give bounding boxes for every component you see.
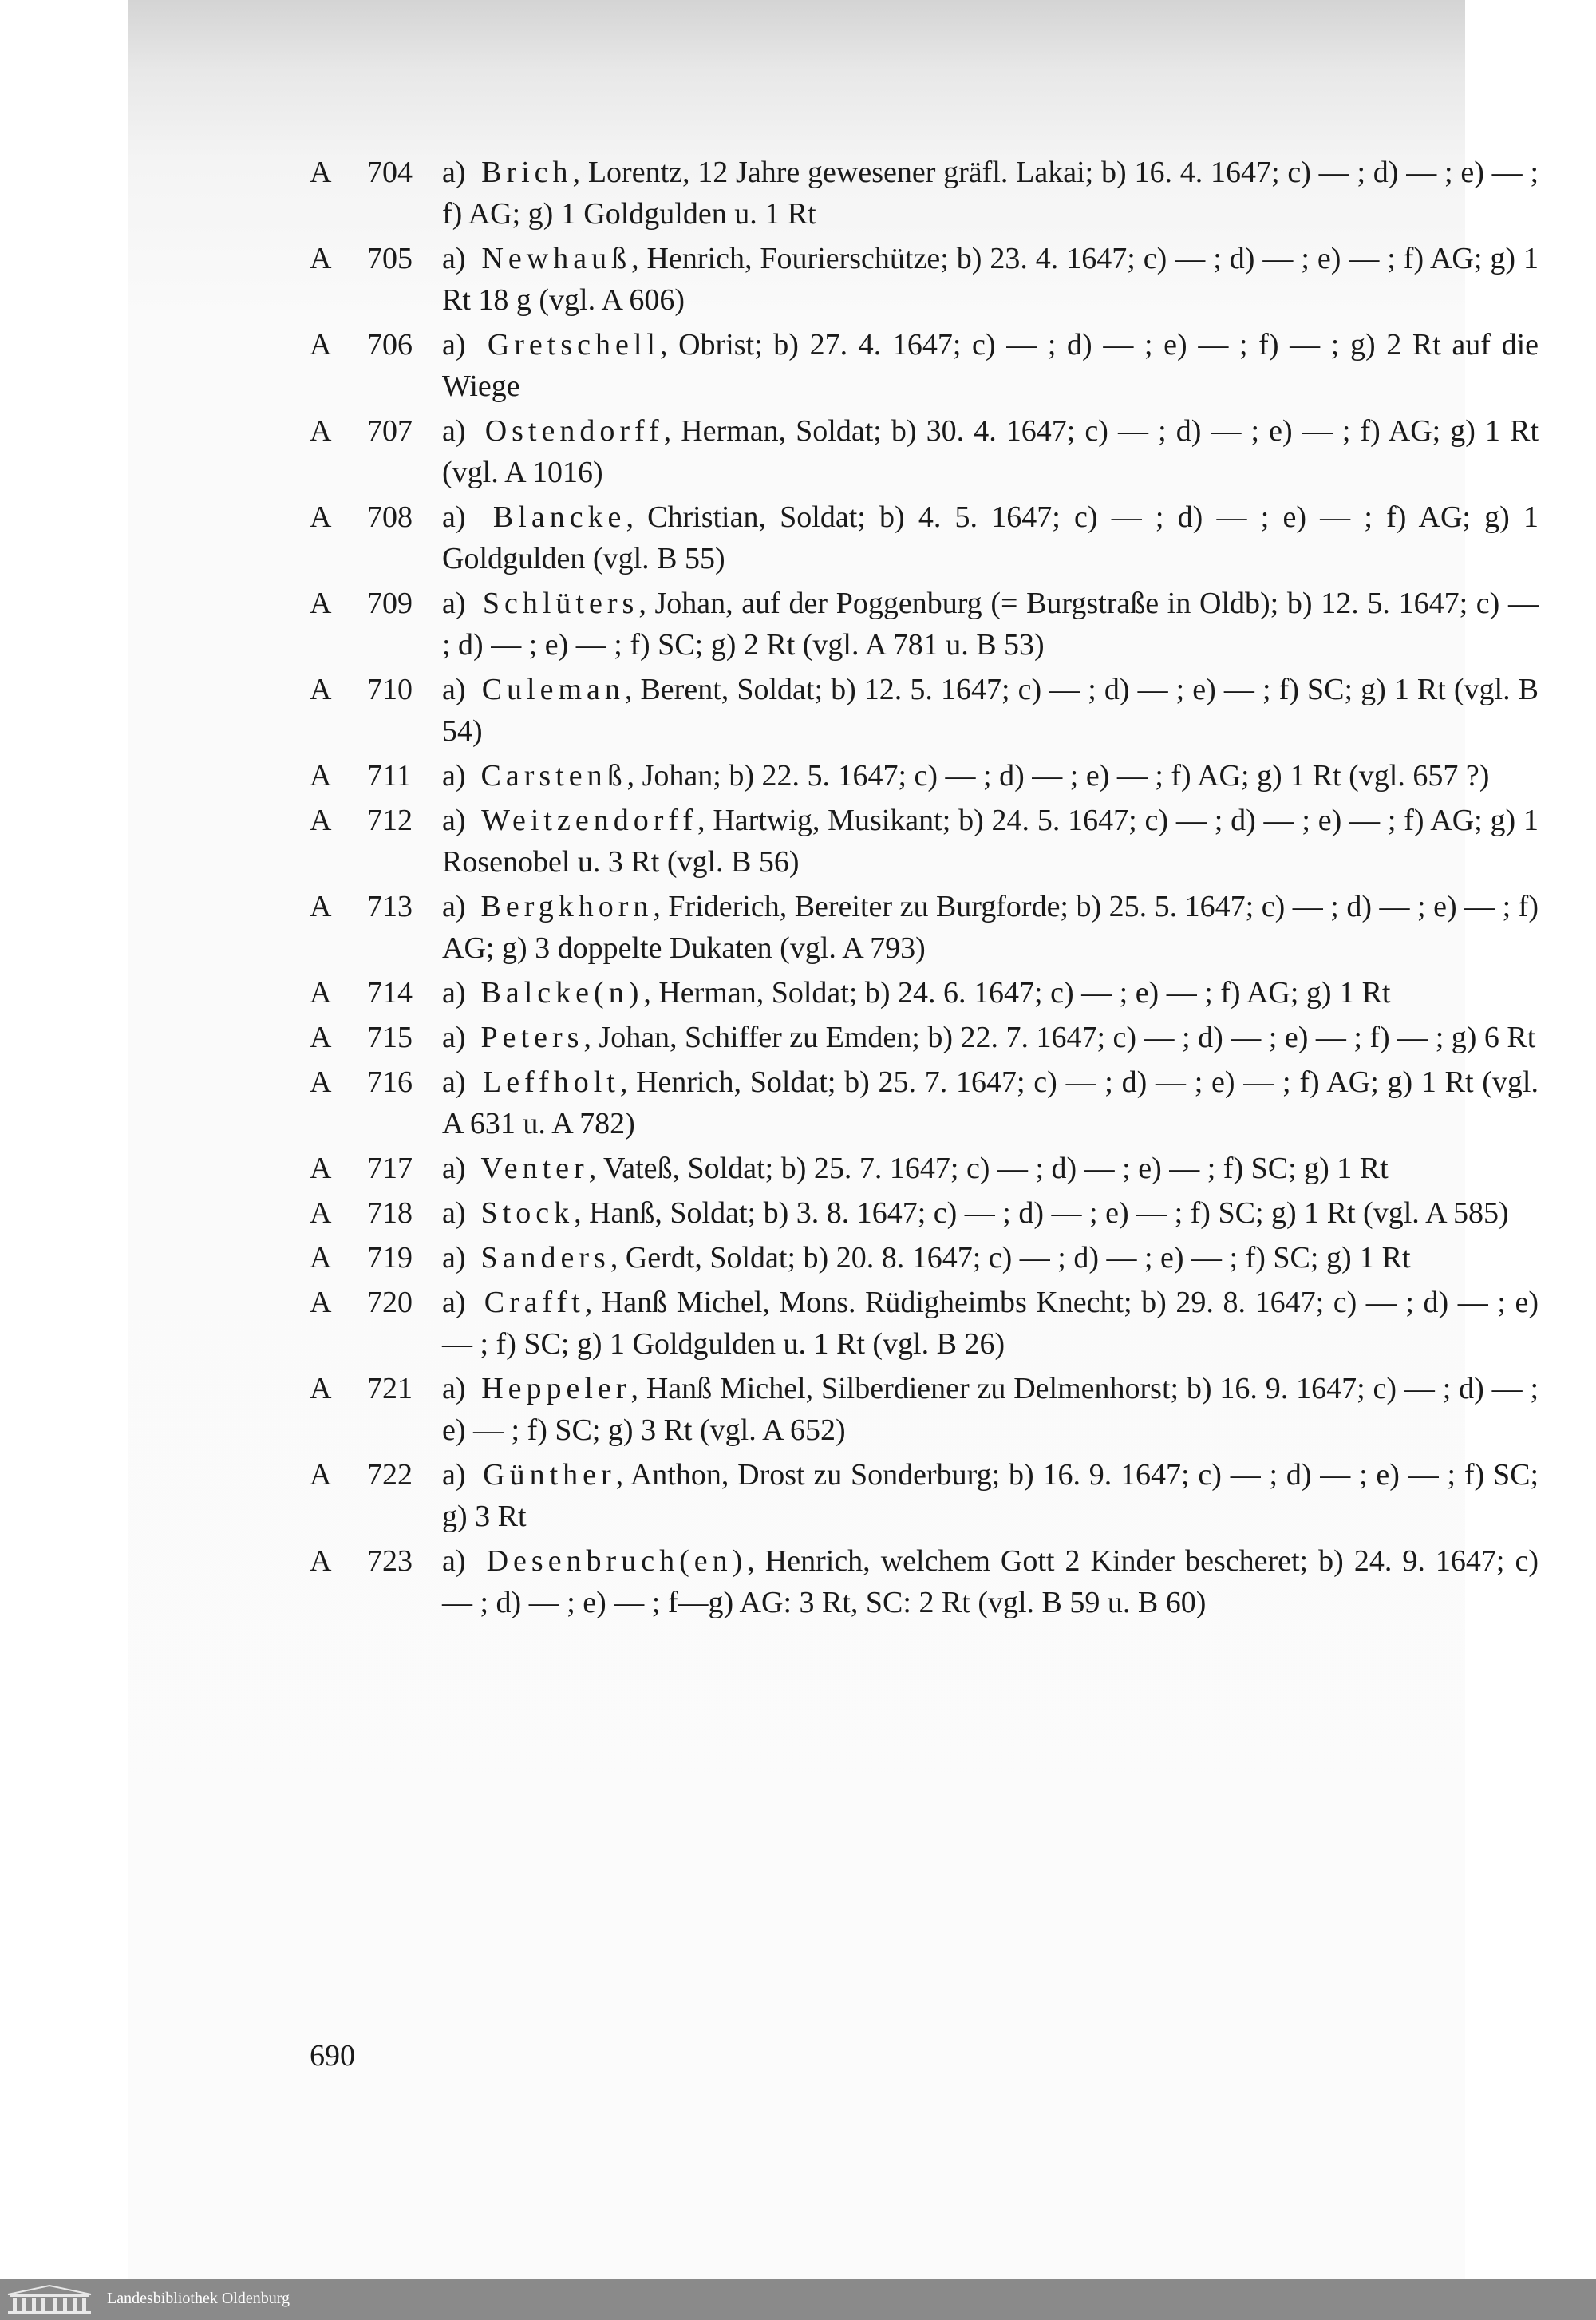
entry-item-label: a) xyxy=(442,673,466,706)
entry-row xyxy=(310,1061,1539,1144)
entry-surname: Günther xyxy=(483,1458,616,1492)
entry-surname: Blancke xyxy=(492,500,626,534)
entry-row xyxy=(310,1017,1539,1058)
entry-prefix: A xyxy=(310,1241,332,1275)
entry-item-label: a) xyxy=(442,587,466,620)
entry-row xyxy=(310,152,1539,235)
entry-number: 722 xyxy=(367,1458,413,1492)
entry-item-label: a) xyxy=(442,414,466,448)
entry-text xyxy=(442,1237,1539,1279)
entry-surname: Ostendorff xyxy=(484,414,664,448)
entry-prefix: A xyxy=(310,1372,332,1405)
entry-row xyxy=(310,755,1539,796)
entry-surname: Desenbruch(en) xyxy=(486,1544,748,1578)
entry-number: 709 xyxy=(367,587,413,620)
entry-row xyxy=(310,1148,1539,1189)
entry-item-label: a) xyxy=(442,242,466,275)
entry-item-label: a) xyxy=(442,890,466,923)
entry-text xyxy=(442,972,1539,1014)
entry-number: 718 xyxy=(367,1196,413,1230)
entry-text xyxy=(442,410,1539,493)
entry-item-label: a) xyxy=(442,1372,466,1405)
entry-prefix: A xyxy=(310,1544,332,1578)
entry-surname: Sanders xyxy=(480,1241,610,1275)
entry-details: , Hartwig, Musikant; b) 24. 5. 1647; c) — ; d) — ; e) — ; f) AG; g) 1 Rosenobel u. 3 Rt (vgl. B 56) xyxy=(442,804,1539,879)
entry-details: , Hanß, Soldat; b) 3. 8. 1647; c) — ; d) — ; e) — ; f) SC; g) 1 Rt (vgl. A 585) xyxy=(574,1196,1509,1230)
entry-row xyxy=(310,410,1539,493)
entry-surname: Stock xyxy=(480,1196,575,1230)
entry-number: 720 xyxy=(367,1286,413,1319)
entry-prefix: A xyxy=(310,242,332,275)
entry-surname: Bergkhorn xyxy=(480,890,654,923)
entry-details: , Friderich, Bereiter zu Burgforde; b) 25. 5. 1647; c) — ; d) — ; e) — ; f) AG; g) 3 doppelte Dukaten (vgl. A 793) xyxy=(442,890,1539,965)
entry-text xyxy=(442,755,1539,796)
entry-details: , Johan; b) 22. 5. 1647; c) — ; d) — ; e) — ; f) AG; g) 1 Rt (vgl. 657 ?) xyxy=(626,759,1490,792)
entry-row xyxy=(310,583,1539,666)
entry-details: , Anthon, Drost zu Sonderburg; b) 16. 9. 1647; c) — ; d) — ; e) — ; f) SC; g) 3 Rt xyxy=(442,1458,1539,1533)
entry-row xyxy=(310,1454,1539,1537)
entry-details: , Herman, Soldat; b) 30. 4. 1647; c) — ; d) — ; e) — ; f) AG; g) 1 Rt (vgl. A 1016) xyxy=(442,414,1539,489)
entry-row xyxy=(310,238,1539,321)
entry-surname: Leffholt xyxy=(483,1065,620,1099)
entry-item-label: a) xyxy=(442,759,466,792)
entry-details: , Johan, Schiffer zu Emden; b) 22. 7. 1647; c) — ; d) — ; e) — ; f) — ; g) 6 Rt xyxy=(583,1021,1536,1054)
entry-text xyxy=(442,496,1539,579)
entry-number: 710 xyxy=(367,673,413,706)
entry-row xyxy=(310,800,1539,883)
entry-text xyxy=(442,1192,1539,1234)
entry-prefix: A xyxy=(310,1021,332,1054)
entry-text xyxy=(442,1540,1539,1623)
entry-number: 714 xyxy=(367,976,413,1010)
entry-details: , Christian, Soldat; b) 4. 5. 1647; c) — ; d) — ; e) — ; f) AG; g) 1 Goldgulden (vgl. B 55) xyxy=(442,500,1539,575)
entry-number: 707 xyxy=(367,414,413,448)
entry-prefix: A xyxy=(310,804,332,837)
entry-item-label: a) xyxy=(442,1544,466,1578)
entry-number: 704 xyxy=(367,156,413,189)
entry-details: , Henrich, welchem Gott 2 Kinder bescheret; b) 24. 9. 1647; c) — ; d) — ; e) — ; f—g) AG: 3 Rt, SC: 2 Rt (vgl. B 59 u. B 60) xyxy=(442,1544,1539,1619)
entry-item-label: a) xyxy=(442,976,466,1010)
entry-prefix: A xyxy=(310,673,332,706)
entry-row xyxy=(310,324,1539,407)
entry-text xyxy=(442,583,1539,666)
entry-item-label: a) xyxy=(442,1241,466,1275)
entry-details: , Vateß, Soldat; b) 25. 7. 1647; c) — ; d) — ; e) — ; f) SC; g) 1 Rt xyxy=(588,1152,1389,1185)
entry-details: , Hanß Michel, Silberdiener zu Delmenhorst; b) 16. 9. 1647; c) — ; d) — ; e) — ; f) SC; g) 3 Rt (vgl. A 652) xyxy=(442,1372,1539,1447)
entry-prefix: A xyxy=(310,1152,332,1185)
entry-number: 706 xyxy=(367,328,413,362)
entry-number: 723 xyxy=(367,1544,413,1578)
entry-item-label: a) xyxy=(442,1286,466,1319)
entry-row xyxy=(310,669,1539,752)
entry-prefix: A xyxy=(310,1065,332,1099)
entry-surname: Gretschell xyxy=(487,328,660,362)
entry-details: , Obrist; b) 27. 4. 1647; c) — ; d) — ; e) — ; f) — ; g) 2 Rt auf die Wiege xyxy=(442,328,1539,403)
entry-item-label: a) xyxy=(442,1021,466,1054)
entry-text xyxy=(442,1454,1539,1537)
entry-text xyxy=(442,800,1539,883)
entry-details: , Henrich, Fourierschütze; b) 23. 4. 1647; c) — ; d) — ; e) — ; f) AG; g) 1 Rt 18 g (vgl. A 606) xyxy=(442,242,1539,317)
entry-text xyxy=(442,886,1539,969)
entry-details: , Lorentz, 12 Jahre gewesener gräfl. Lakai; b) 16. 4. 1647; c) — ; d) — ; e) — ; f) AG; g) 1 Goldgulden u. 1 Rt xyxy=(442,156,1539,231)
entry-number: 713 xyxy=(367,890,413,923)
entry-row xyxy=(310,886,1539,969)
entry-surname: Heppeler xyxy=(481,1372,631,1405)
entry-row xyxy=(310,1368,1539,1451)
entry-row xyxy=(310,1192,1539,1234)
scanned-page xyxy=(128,0,1539,2279)
entry-details: , Herman, Soldat; b) 24. 6. 1647; c) — ; e) — ; f) AG; g) 1 Rt xyxy=(643,976,1391,1010)
entry-text xyxy=(442,152,1539,235)
entry-text xyxy=(442,238,1539,321)
entry-text xyxy=(442,1061,1539,1144)
entry-item-label: a) xyxy=(442,1458,466,1492)
entry-item-label: a) xyxy=(442,804,466,837)
entry-row xyxy=(310,1540,1539,1623)
entry-row xyxy=(310,1237,1539,1279)
entry-number: 719 xyxy=(367,1241,413,1275)
entry-prefix: A xyxy=(310,1286,332,1319)
entry-number: 715 xyxy=(367,1021,413,1054)
entry-text xyxy=(442,1148,1539,1189)
entry-prefix: A xyxy=(310,1458,332,1492)
entry-prefix: A xyxy=(310,156,332,189)
entry-details: , Johan, auf der Poggenburg (= Burgstraße in Oldb); b) 12. 5. 1647; c) — ; d) — ; e) — ; f) SC; g) 2 Rt (vgl. A 781 u. B 53) xyxy=(442,587,1539,662)
entry-prefix: A xyxy=(310,759,332,792)
entry-text xyxy=(442,669,1539,752)
entry-details: , Berent, Soldat; b) 12. 5. 1647; c) — ; d) — ; e) — ; f) SC; g) 1 Rt (vgl. B 54) xyxy=(442,673,1539,748)
entry-list xyxy=(310,152,1539,1626)
entry-number: 721 xyxy=(367,1372,413,1405)
entry-surname: Weitzendorff xyxy=(481,804,697,837)
library-building-icon xyxy=(5,2283,94,2315)
page-number: 690 xyxy=(310,2039,355,2073)
entry-details: , Henrich, Soldat; b) 25. 7. 1647; c) — ; d) — ; e) — ; f) AG; g) 1 Rt (vgl. A 631 u. A 782) xyxy=(442,1065,1539,1140)
entry-item-label: a) xyxy=(442,156,466,189)
entry-prefix: A xyxy=(310,976,332,1010)
entry-prefix: A xyxy=(310,587,332,620)
entry-text xyxy=(442,1017,1539,1058)
entry-surname: Peters xyxy=(480,1021,584,1054)
entry-prefix: A xyxy=(310,328,332,362)
entry-prefix: A xyxy=(310,414,332,448)
entry-number: 711 xyxy=(367,759,412,792)
entry-row xyxy=(310,972,1539,1014)
entry-item-label: a) xyxy=(442,328,466,362)
entry-number: 717 xyxy=(367,1152,413,1185)
entry-text xyxy=(442,324,1539,407)
entry-prefix: A xyxy=(310,500,332,534)
entry-surname: Brich xyxy=(481,156,573,189)
entry-item-label: a) xyxy=(442,1196,466,1230)
entry-number: 716 xyxy=(367,1065,413,1099)
entry-item-label: a) xyxy=(442,500,466,534)
entry-item-label: a) xyxy=(442,1152,466,1185)
entry-surname: Venter xyxy=(480,1152,589,1185)
entry-text xyxy=(442,1282,1539,1365)
entry-surname: Crafft xyxy=(484,1286,585,1319)
entry-number: 712 xyxy=(367,804,413,837)
entry-surname: Schlüters xyxy=(482,587,639,620)
footer-bar xyxy=(0,2279,1596,2320)
entry-details: , Gerdt, Soldat; b) 20. 8. 1647; c) — ; d) — ; e) — ; f) SC; g) 1 Rt xyxy=(610,1241,1411,1275)
entry-prefix: A xyxy=(310,1196,332,1230)
entry-text xyxy=(442,1368,1539,1451)
entry-surname: Newhauß xyxy=(481,242,632,275)
entry-row xyxy=(310,496,1539,579)
entry-row xyxy=(310,1282,1539,1365)
entry-number: 708 xyxy=(367,500,413,534)
entry-surname: Carstenß xyxy=(480,759,627,792)
entry-details: , Hanß Michel, Mons. Rüdigheimbs Knecht; b) 29. 8. 1647; c) — ; d) — ; e) — ; f) SC; g) 1 Goldgulden u. 1 Rt (vgl. B 26) xyxy=(442,1286,1539,1361)
entry-surname: Balcke(n) xyxy=(480,976,644,1010)
entry-prefix: A xyxy=(310,890,332,923)
entry-surname: Culeman xyxy=(481,673,625,706)
library-name: Landesbibliothek Oldenburg xyxy=(107,2290,290,2307)
entry-number: 705 xyxy=(367,242,413,275)
entry-item-label: a) xyxy=(442,1065,466,1099)
